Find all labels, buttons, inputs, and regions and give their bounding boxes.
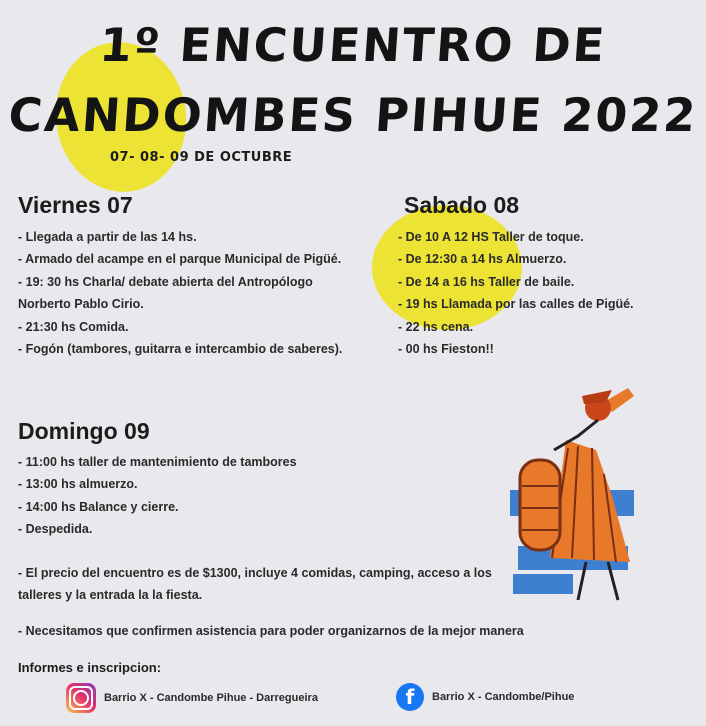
poster-title-line1: 1º ENCUENTRO DE: [97, 18, 609, 72]
facebook-icon: f: [396, 683, 424, 711]
poster-title-line2: CANDOMBES PIHUE 2022: [6, 88, 700, 142]
drum: [520, 460, 560, 550]
facebook-contact[interactable]: [396, 683, 574, 711]
contact-heading: Informes e inscripcion:: [18, 660, 162, 675]
list-item: - 14:00 hs Balance y cierre.: [18, 499, 179, 514]
list-item: - Fogón (tambores, guitarra e intercambio de saberes).: [18, 342, 343, 357]
facebook-handle: Barrio X - Candombe/Pihue: [432, 691, 575, 703]
day-heading-sabado: Sabado 08: [404, 192, 520, 218]
list-item: - Despedida.: [18, 522, 93, 537]
list-item: - Armado del acampe en el parque Municipal de Pigüé.: [18, 252, 342, 267]
list-item: - De 14 a 16 hs Taller de baile.: [398, 274, 575, 289]
list-item: - 21:30 hs Comida.: [18, 319, 129, 334]
list-item: - 13:00 hs almuerzo.: [18, 477, 138, 492]
list-item: - 11:00 hs taller de mantenimiento de tambores: [18, 455, 297, 469]
list-item: - De 12:30 a 14 hs Almuerzo.: [398, 252, 567, 267]
confirm-note: - Necesitamos que confirmen asistencia para poder organizarnos de la mejor manera: [18, 624, 524, 638]
instagram-contact[interactable]: [66, 683, 318, 713]
list-item: - Llegada a partir de las 14 hs.: [18, 230, 197, 244]
instagram-handle: Barrio X - Candombe Pihue - Darregueira: [104, 692, 318, 704]
schedule-list-domingo: [18, 451, 378, 541]
instagram-icon: [66, 683, 96, 713]
day-heading-domingo: Domingo 09: [18, 418, 150, 444]
schedule-list-viernes: [18, 226, 368, 360]
event-dates: 07- 08- 09 DE OCTUBRE: [110, 150, 293, 165]
list-item: - 19: 30 hs Charla/ debate abierta del Antropólogo Norberto Pablo Cirio.: [18, 274, 313, 312]
list-item: - 00 hs Fieston!!: [398, 342, 494, 357]
list-item: - 19 hs Llamada por las calles de Pigüé.: [398, 297, 634, 312]
schedule-list-sabado: [398, 226, 698, 360]
day-heading-viernes: Viernes 07: [18, 192, 133, 218]
list-item: - 22 hs cena.: [398, 319, 474, 334]
list-item: - De 10 A 12 HS Taller de toque.: [398, 230, 584, 244]
price-note: - El precio del encuentro es de $1300, incluye 4 comidas, camping, acceso a los talleres y la entrada la la fiesta.: [18, 566, 492, 602]
